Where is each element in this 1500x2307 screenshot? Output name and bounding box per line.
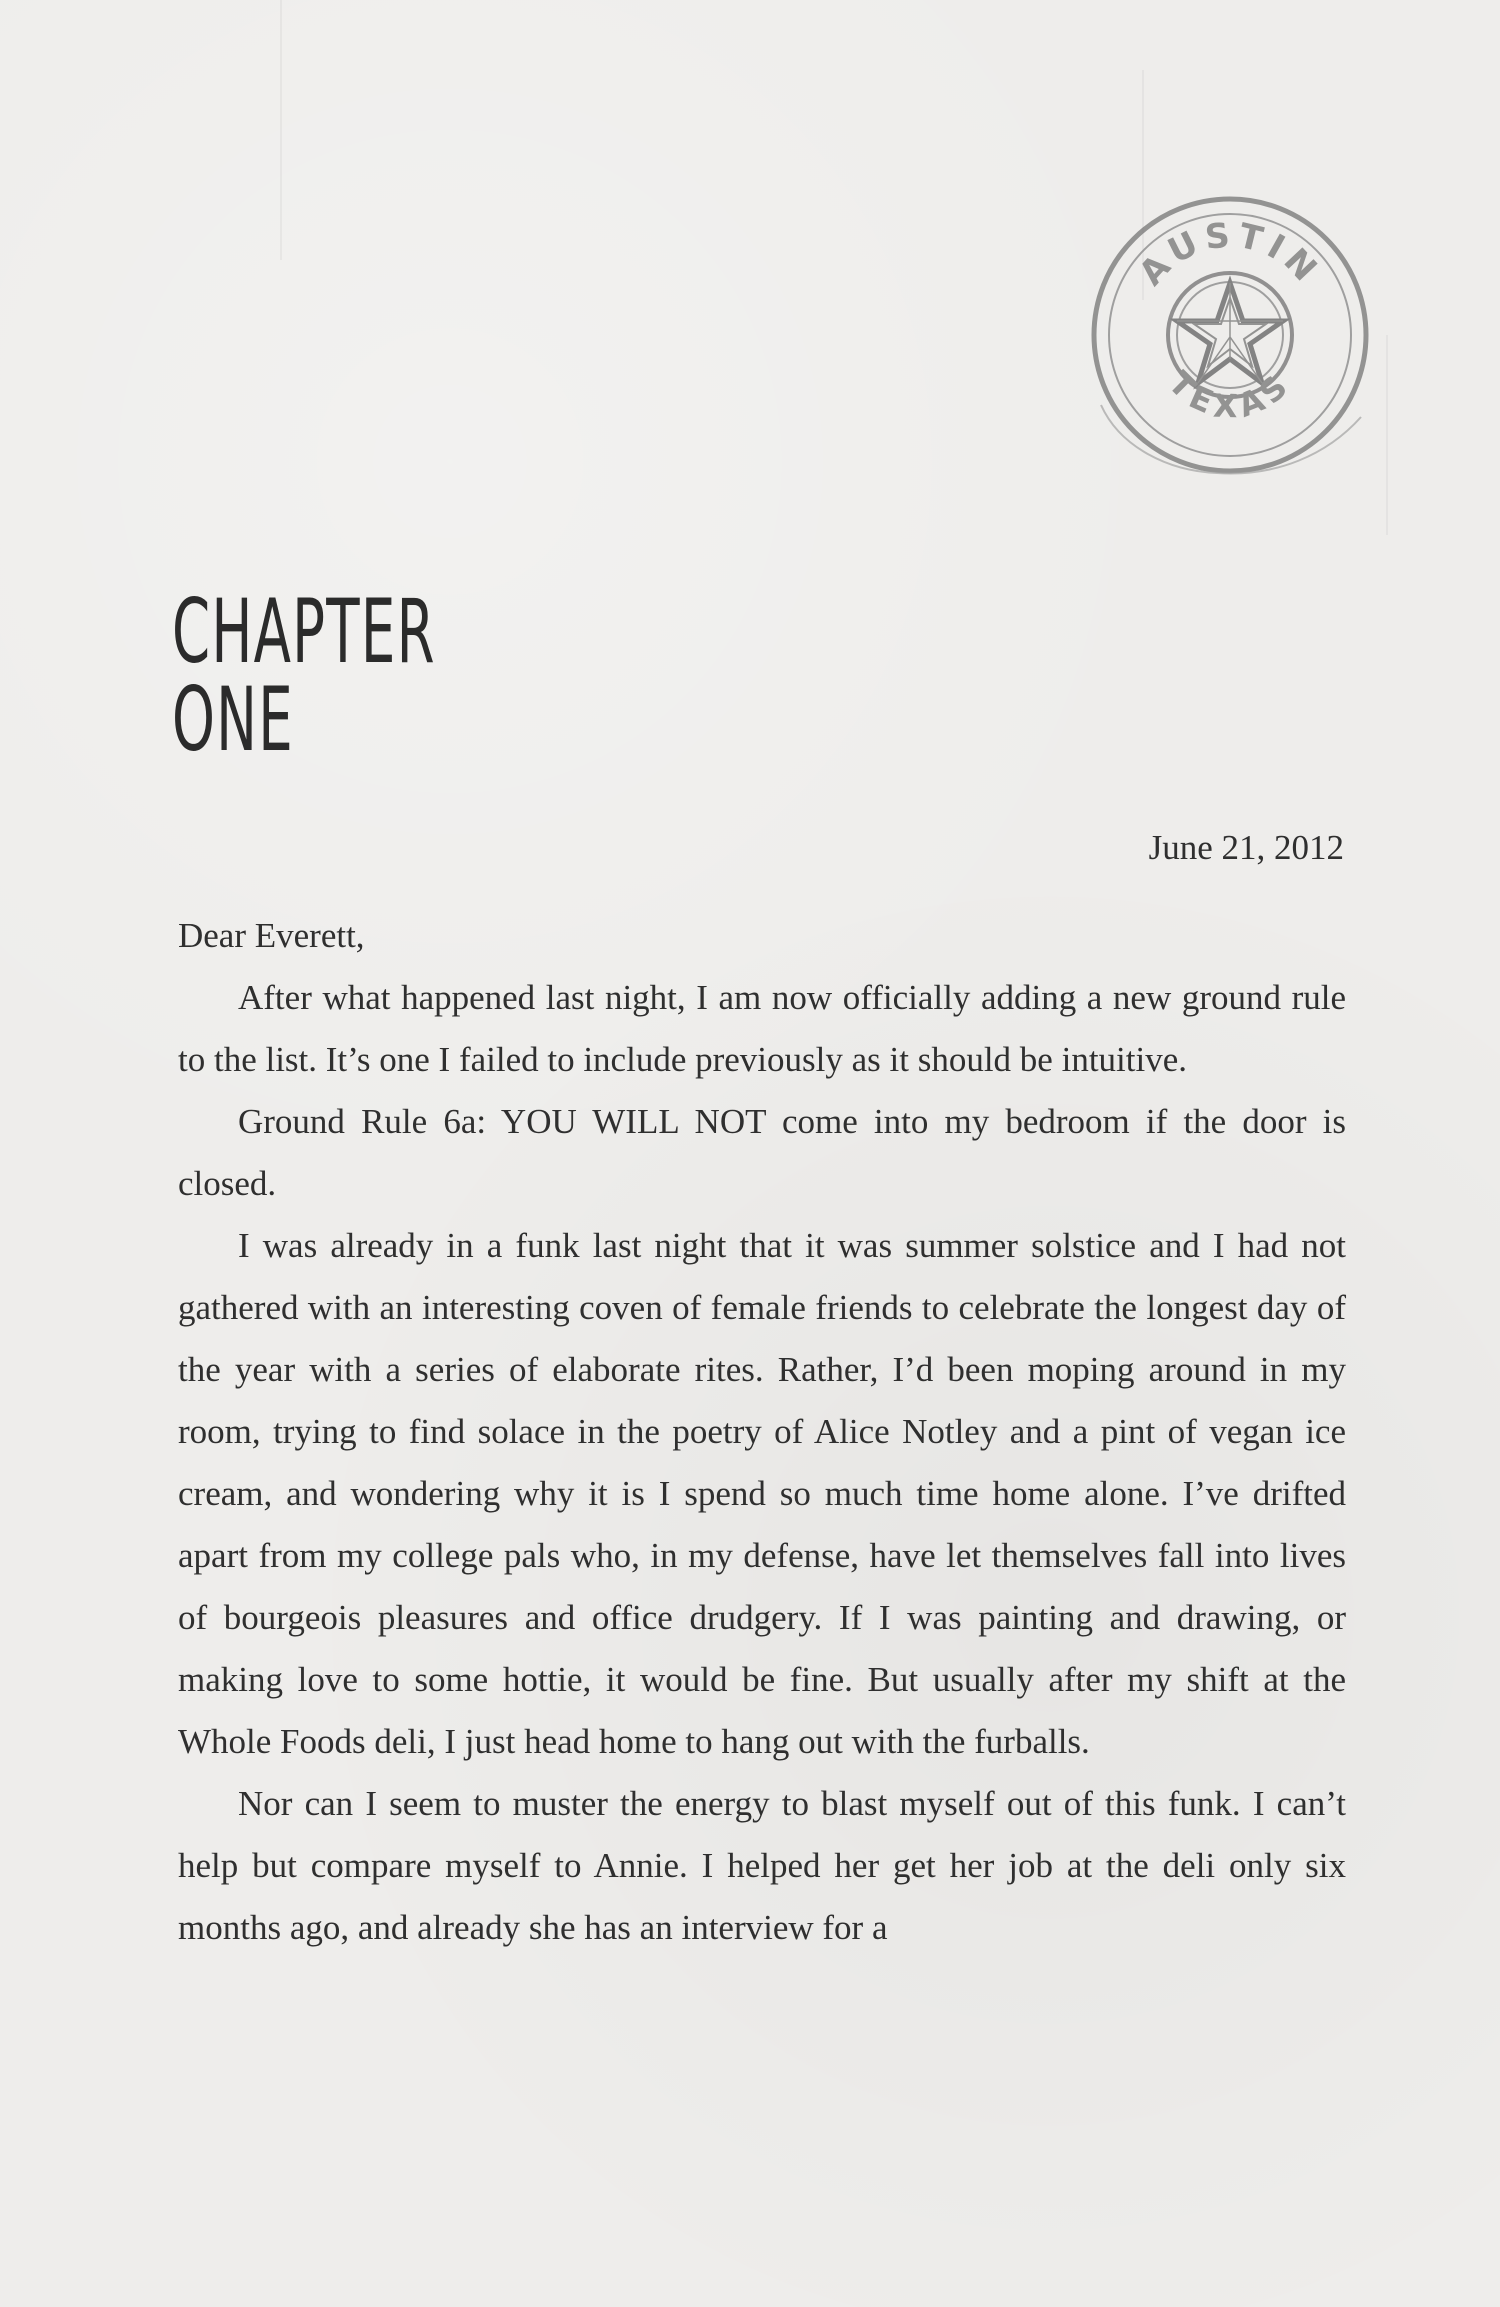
letter-body — [178, 905, 1346, 1959]
chapter-title: CHAPTER ONE — [172, 580, 436, 771]
letter-paragraph: I was already in a funk last night that it was summer solstice and I had not gathered with an interesting coven of female friends to celebrate the longest day of the year with a series of elaborate rites. Rather, I’d been moping around in my room, trying to find solace in the poetry of Alice Notley and a pint of vegan ice cream, and wondering why it is I spend so much time home alone. I’ve drifted apart from my college pals who, in my defense, have let themselves fall into lives of bourgeois pleasures and office drudgery. If I was painting and drawing, or making love to some hottie, it would be fine. But usually after my shift at the Whole Foods deli, I just head home to hang out with the furballs. — [178, 1226, 1346, 1761]
stamp-graphic — [1076, 185, 1384, 485]
letter-paragraph: Ground Rule 6a: YOU WILL NOT come into my bedroom if the door is closed. — [178, 1102, 1346, 1203]
letter-salutation: Dear Everett, — [178, 916, 365, 955]
paper-mark — [280, 0, 282, 260]
letter-paragraph: Nor can I seem to muster the energy to blast myself out of this funk. I can’t help but compare myself to Annie. I helped her get her job at the deli only six months ago, and already she has an interview for a — [178, 1784, 1346, 1947]
paper-mark — [1386, 335, 1388, 535]
stamp-top-text: AUSTIN — [1131, 215, 1329, 294]
letter-date: June 21, 2012 — [1148, 828, 1344, 867]
austin-texas-stamp — [1076, 185, 1384, 485]
stamp-bottom-text: TEXAS — [1161, 363, 1299, 426]
letter-paragraph: After what happened last night, I am now officially adding a new ground rule to the list. It’s one I failed to include previously as it should be intuitive. — [178, 978, 1346, 1079]
